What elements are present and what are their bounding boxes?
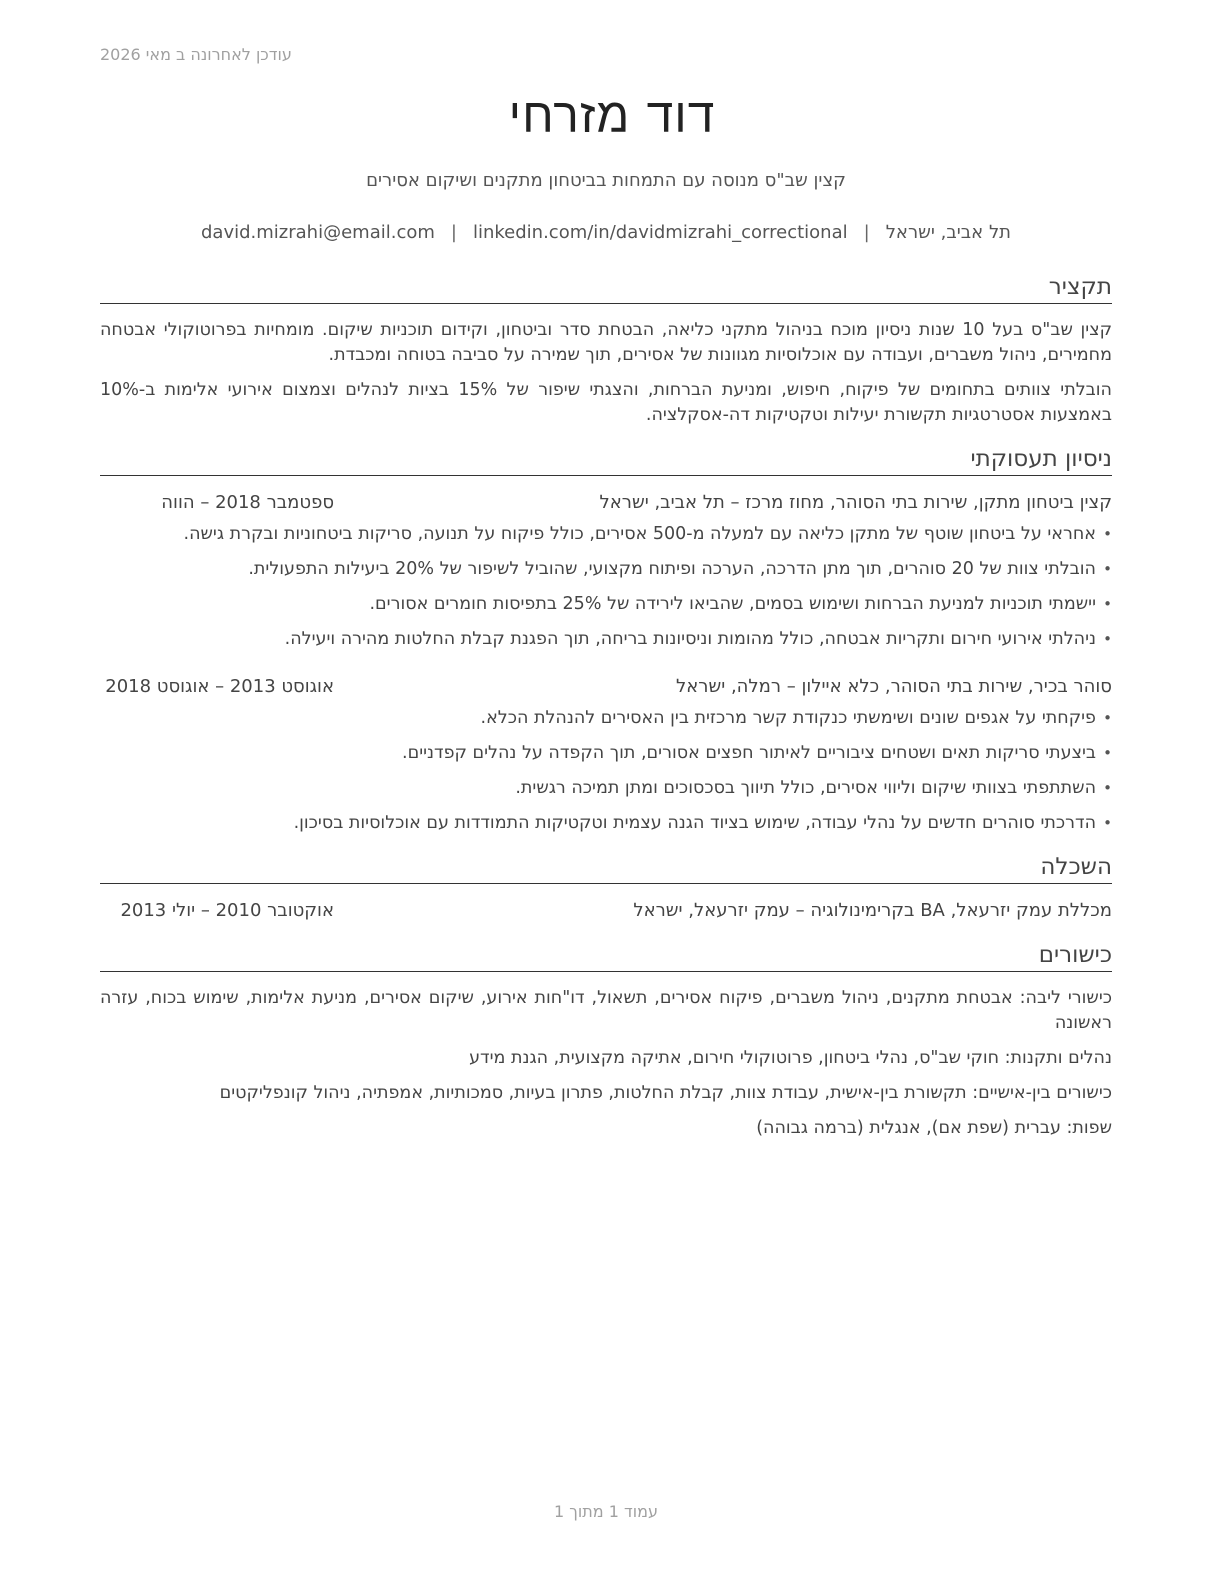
list-item: • הובלתי צוות של 20 סוהרים, תוך מתן הדרכה, הערכה ופיתוח מקצועי, שהוביל לשיפור של 20% ביעילות התפעולית.: [100, 557, 1112, 582]
summary-section: [100, 272, 1112, 428]
education-date: אוקטובר 2010 – יולי 2013: [120, 900, 334, 921]
job-entry: [100, 674, 1112, 836]
skills-line: כישורים בין-אישיים: תקשורת בין-אישית, עבודת צוות, קבלת החלטות, פתרון בעיות, סמכותיות, אמפתיה, ניהול קונפליקטים: [219, 1083, 1112, 1103]
summary-paragraph: הובלתי צוותים בתחומים של פיקוח, חיפוש, ומניעת הברחות, והצגתי שיפור של 15% בציות לנהלים וצמצום אירועי אלימות ב-10% באמצעות אסטרטגיות תקשורת יעילות וטקטיקות דה-אסקלציה.: [100, 380, 1112, 425]
last-updated-text: עודכן לאחרונה ב מאי 2026: [100, 45, 292, 64]
skills-section: [100, 940, 1112, 1141]
page-number: עמוד 1 מתוך 1: [554, 1502, 658, 1521]
contact-email[interactable]: david.mizrahi@email.com: [201, 222, 435, 243]
section-title-education: השכלה: [100, 852, 1112, 884]
education-section: [100, 852, 1112, 924]
summary-paragraph: קצין שב"ס בעל 10 שנות ניסיון מוכח בניהול מתקני כליאה, הבטחת סדר וביטחון, וקידום תוכניות שיקום. מומחיות בפרוטוקולי אבטחה מחמירים, ניהול משברים, ועבודה עם אוכלוסיות מגוונות של אסירים, תוך שמירה על סביבה בטוחה ומכבדת.: [100, 320, 1112, 365]
skills-line: שפות: עברית (שפת אם), אנגלית (ברמה גבוהה): [756, 1118, 1112, 1138]
job-title: סוהר בכיר, שירות בתי הסוהר, כלא איילון – רמלה, ישראל: [676, 676, 1112, 697]
education-entry: [100, 898, 1112, 924]
list-item: • הדרכתי סוהרים חדשים על נהלי עבודה, שימוש בציוד הגנה עצמית וטקטיקות התמודדות עם אוכלוסיות בסיכון.: [100, 811, 1112, 836]
job-entry: [100, 490, 1112, 652]
contact-location: תל אביב, ישראל: [885, 222, 1011, 243]
section-title-experience: ניסיון תעסוקתי: [100, 444, 1112, 476]
candidate-name: דוד מזרחי: [508, 88, 716, 144]
resume-body: [100, 272, 1112, 1157]
section-title-summary: תקציר: [100, 272, 1112, 304]
contact-line: [0, 222, 1212, 243]
skills-line: כישורי ליבה: אבטחת מתקנים, ניהול משברים, פיקוח אסירים, תשאול, דו"חות אירוע, שיקום אסירים, מניעת אלימות, שימוש בכוח, עזרה ראשונה: [100, 988, 1112, 1033]
contact-separator: |: [863, 222, 870, 243]
education-title: מכללת עמק יזרעאל, BA בקרימינולוגיה – עמק יזרעאל, ישראל: [633, 900, 1112, 921]
list-item: • פיקחתי על אגפים שונים ושימשתי כנקודת קשר מרכזית בין האסירים להנהלת הכלא.: [100, 706, 1112, 731]
job-date: ספטמבר 2018 – הווה: [161, 492, 334, 513]
contact-separator: |: [450, 222, 457, 243]
list-item: • ביצעתי סריקות תאים ושטחים ציבוריים לאיתור חפצים אסורים, תוך הקפדה על נהלים קפדניים.: [100, 741, 1112, 766]
list-item: • יישמתי תוכניות למניעת הברחות ושימוש בסמים, שהביאו לירידה של 25% בתפיסות חומרים אסורים.: [100, 592, 1112, 617]
job-header: [100, 674, 1112, 700]
list-item: • השתתפתי בצוותי שיקום וליווי אסירים, כולל תיווך בסכסוכים ומתן תמיכה רגשית.: [100, 776, 1112, 801]
job-date: אוגוסט 2013 – אוגוסט 2018: [105, 676, 334, 697]
job-bullets: [100, 706, 1112, 836]
skills-line: נהלים ותקנות: חוקי שב"ס, נהלי ביטחון, פרוטוקולי חירום, אתיקה מקצועית, הגנת מידע: [469, 1048, 1112, 1068]
job-title: קצין ביטחון מתקן, שירות בתי הסוהר, מחוז מרכז – תל אביב, ישראל: [599, 492, 1112, 513]
experience-section: [100, 444, 1112, 836]
list-item: • ניהלתי אירועי חירום ותקריות אבטחה, כולל מהומות וניסיונות בריחה, תוך הפגנת קבלת החלטות מהירה ויעילה.: [100, 627, 1112, 652]
job-header: [100, 490, 1112, 516]
list-item: • אחראי על ביטחון שוטף של מתקן כליאה עם למעלה מ-500 אסירים, כולל פיקוח על תנועה, סריקות ביטחוניות ובקרת גישה.: [100, 522, 1112, 547]
job-bullets: [100, 522, 1112, 652]
contact-linkedin[interactable]: linkedin.com/in/davidmizrahi_correctional: [472, 222, 848, 243]
tagline: קצין שב"ס מנוסה עם התמחות בביטחון מתקנים ושיקום אסירים: [366, 170, 846, 191]
section-title-skills: כישורים: [100, 940, 1112, 972]
